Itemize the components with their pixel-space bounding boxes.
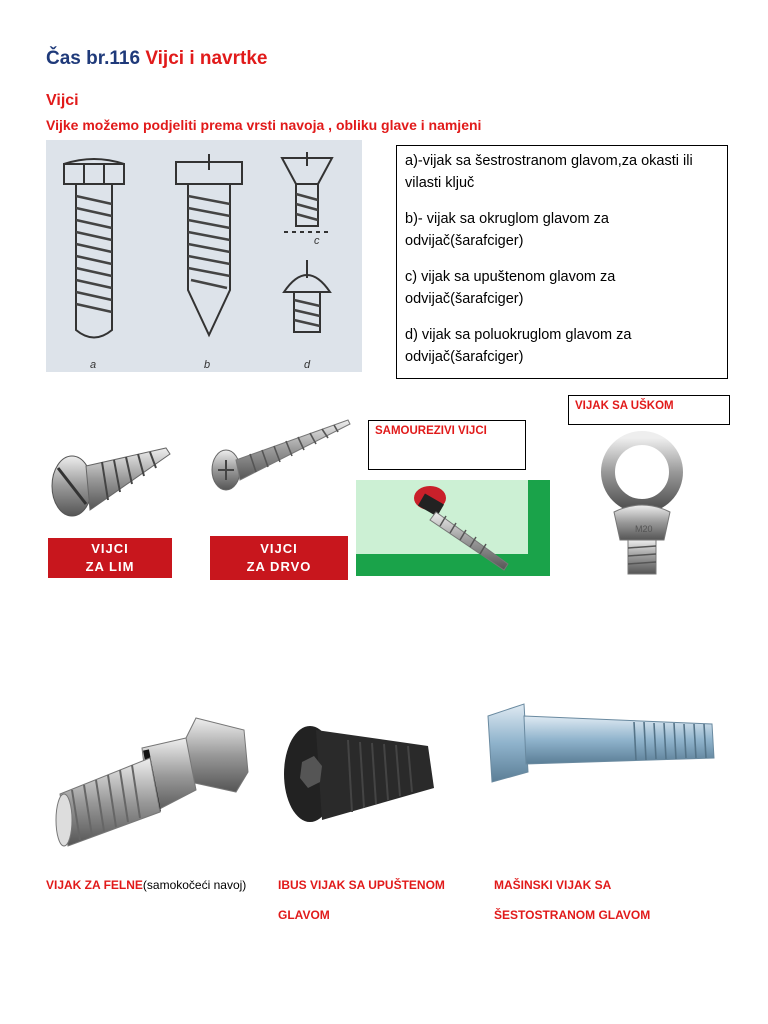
diagram-label-b: b xyxy=(204,359,211,371)
lesson-number: Čas br.116 xyxy=(46,48,141,69)
eye-bolt-label: VIJAK SA UŠKOM xyxy=(568,395,730,425)
eye-bolt-marking: M20 xyxy=(635,524,653,534)
machine-bolt-image xyxy=(484,698,718,784)
wheel-bolt-image xyxy=(46,712,254,854)
wheel-bolt-note: (samokočeći navoj) xyxy=(142,878,247,892)
lesson-topic: Vijci i navrtke xyxy=(145,48,268,69)
sheet-metal-screw-image xyxy=(46,418,176,526)
diagram-label-a: a xyxy=(90,359,97,371)
wood-screw-label xyxy=(210,536,348,580)
wood-screw-image xyxy=(206,412,354,492)
section-heading: Vijci xyxy=(46,92,79,109)
sheet-metal-screw-label xyxy=(48,538,172,578)
section-intro: Vijke možemo podjeliti prema vrsti navoja , obliku glave i namjeni xyxy=(46,117,482,133)
socket-bolt-image xyxy=(278,712,440,848)
machine-bolt-caption-line2: ŠESTOSTRANOM GLAVOM xyxy=(494,908,651,922)
machine-bolt-caption-line1: MAŠINSKI VIJAK SA xyxy=(494,878,612,892)
socket-bolt-caption-line1: IBUS VIJAK SA UPUŠTENOM xyxy=(278,878,445,892)
wheel-bolt-caption xyxy=(46,878,246,892)
sheet-metal-label-line2: ZA LIM xyxy=(85,559,135,574)
legend-item-d: d) vijak sa poluokruglom glavom za odvijač(šarafciger) xyxy=(405,327,632,365)
diagram-label-d: d xyxy=(304,359,311,371)
screw-types-drawing xyxy=(46,140,362,372)
screw-types-diagram xyxy=(46,140,362,372)
wood-label-line1: VIJCI xyxy=(260,541,298,556)
wood-label-line2: ZA DRVO xyxy=(246,559,312,574)
diagram-label-c: c xyxy=(314,235,320,247)
legend-item-b: b)- vijak sa okruglom glavom za odvijač(šarafciger) xyxy=(405,211,609,249)
wheel-bolt-title: VIJAK ZA FELNE xyxy=(46,878,143,892)
sheet-metal-label-line1: VIJCI xyxy=(91,541,129,556)
eye-bolt-image xyxy=(590,428,700,578)
legend-item-a: a)-vijak sa šestrostranom glavom,za okasti ili vilasti ključ xyxy=(405,153,693,191)
self-drilling-screw-image xyxy=(356,480,550,576)
socket-bolt-caption-line2: GLAVOM xyxy=(278,908,330,922)
page-title xyxy=(46,48,267,70)
self-drilling-screw-label: SAMOUREZIVI VIJCI xyxy=(368,420,526,470)
legend-item-c: c) vijak sa upuštenom glavom za odvijač(šarafciger) xyxy=(405,269,616,307)
screw-types-legend xyxy=(396,145,728,379)
